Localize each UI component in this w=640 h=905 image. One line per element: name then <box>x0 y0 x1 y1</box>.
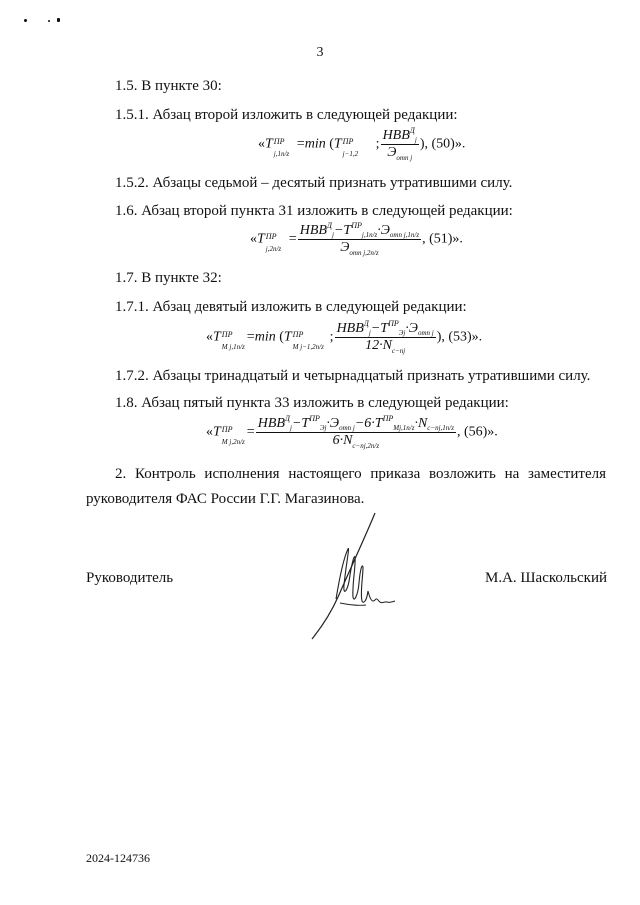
scan-speck <box>57 18 60 22</box>
scan-speck <box>24 19 27 22</box>
clause-1-8: 1.8. Абзац пятый пункта 33 изложить в следующей редакции: <box>115 395 509 411</box>
formula-51-number: (51)». <box>429 231 463 247</box>
clause-1-5: 1.5. В пункте 30: <box>115 78 222 94</box>
clause-1-7: 1.7. В пункте 32: <box>115 270 222 286</box>
formula-50-number: (50)». <box>431 136 466 152</box>
clause-1-7-2: 1.7.2. Абзацы тринадцатый и четырнадцатый признать утратившими силу. <box>115 368 591 384</box>
signatory-position: Руководитель <box>86 570 174 586</box>
formula-56-number: (56)». <box>463 424 498 440</box>
signatory-name: М.А. Шаскольский <box>485 570 608 586</box>
formula-50: «T ПР j,1n/z =min (T ПР j−1,2 ; $\frac{НВВ^Д_j}{Э_{omn j}}$ ), (50)». <box>258 126 466 162</box>
formula-51: «T ПР j,2n/z = $\frac{НВВ^Д_j-T^{ПР}_{j,1n/z}\cdot Э_{omn j,1n/z}}{Э_{omn j,2n/z}}$ , (51)». <box>250 221 463 257</box>
clause-1-5-2: 1.5.2. Абзацы седьмой – десятый признать утратившими силу. <box>115 175 513 191</box>
scan-speck <box>48 20 50 22</box>
clause-1-5-1: 1.5.1. Абзац второй изложить в следующей редакции: <box>115 107 458 123</box>
paragraph-2-line-1: 2. Контроль исполнения настоящего приказа возложить на заместителя <box>115 466 606 482</box>
page-number: 3 <box>316 45 324 60</box>
document-number: 2024-124736 <box>86 851 150 865</box>
handwritten-signature <box>300 505 400 645</box>
formula-53-number: (53)». <box>448 329 483 345</box>
clause-1-7-1: 1.7.1. Абзац девятый изложить в следующей редакции: <box>115 299 467 315</box>
clause-1-6: 1.6. Абзац второй пункта 31 изложить в следующей редакции: <box>115 203 513 219</box>
formula-56: «T ПР M j,2n/z = $\frac{НВВ^Д_j-T^{ПР}_{Эj}\cdot Э_{omn j}-6\cdot T^{ПР}_{Mj,1n/z}\cdot N_{c-nj,1n/z}}{6\cdot N_{c-nj,2n/z}}$ , (56)». <box>206 414 498 450</box>
paragraph-2-line-2: руководителя ФАС России Г.Г. Магазинова. <box>86 491 365 507</box>
formula-53: «T ПР M j,1n/z =min (T ПР M j−1,2n/z ; $\frac{НВВ^Д_j-T^{ПР}_{Эj}\cdot Э_{omn j}}{12\cdot N_{c-nj}}$ ), (53)». <box>206 319 483 355</box>
